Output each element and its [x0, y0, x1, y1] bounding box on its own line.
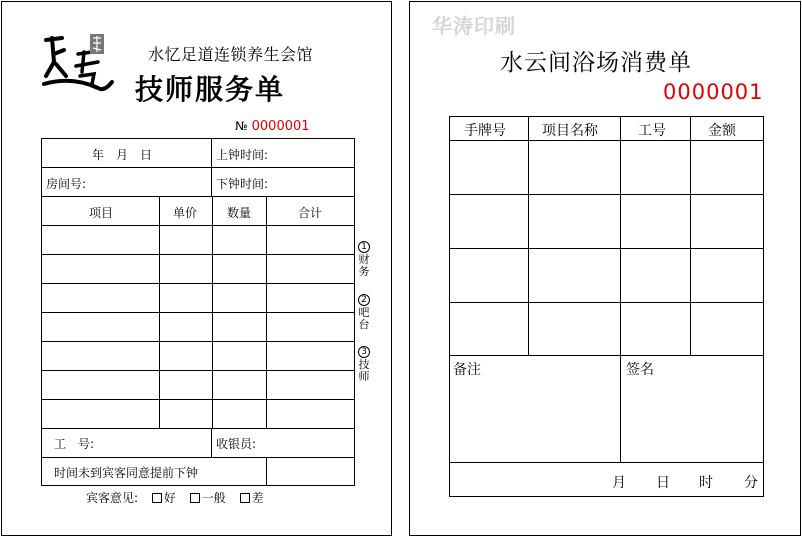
opinion-option-good: 好 — [163, 491, 176, 505]
serial-value: 0000001 — [251, 119, 310, 134]
form-title: 技师服务单 — [135, 73, 286, 106]
guest-opinion — [86, 489, 264, 506]
footer-minute: 分 — [744, 475, 758, 491]
copy-number: 2 — [358, 294, 370, 306]
early-finish-note: 时间未到宾客同意提前下钟 — [54, 466, 199, 480]
clock-in-label: 上钟时间: — [216, 148, 269, 162]
copy-name: 财务 — [358, 253, 370, 278]
col-header-price: 单价 — [173, 206, 198, 220]
col-header-item-name: 项目名称 — [542, 123, 598, 139]
room-label: 房间号: — [46, 177, 87, 191]
serial-number — [235, 119, 310, 134]
service-table — [41, 138, 355, 486]
company-name: 水忆足道连锁养生会馆 — [148, 45, 314, 64]
opinion-checkbox-good[interactable] — [152, 493, 162, 503]
consumption-table — [449, 116, 764, 497]
opinion-checkbox-poor[interactable] — [240, 493, 250, 503]
zudao-calligraphy-logo — [42, 32, 114, 96]
clock-out-label: 下钟时间: — [216, 177, 269, 191]
technician-service-form — [1, 1, 392, 536]
col-header-wristband-no: 手牌号 — [464, 123, 506, 139]
footer-day: 日 — [656, 475, 670, 491]
copy-label-technician — [357, 345, 371, 383]
col-header-amount: 金额 — [708, 123, 736, 139]
col-header-quantity: 数量 — [227, 206, 252, 220]
serial-number: 0000001 — [663, 80, 764, 104]
col-header-staff-no: 工号 — [638, 123, 666, 139]
tech-no-label: 工 号: — [54, 437, 95, 451]
opinion-option-poor: 差 — [251, 491, 264, 505]
opinion-label: 宾客意见: — [86, 491, 139, 505]
copy-name: 技师 — [358, 358, 370, 383]
cashier-label: 收银员: — [216, 437, 257, 451]
footer-month: 月 — [612, 475, 626, 491]
signature-label: 签名 — [626, 362, 654, 378]
opinion-checkbox-average[interactable] — [190, 493, 200, 503]
bath-consumption-form — [409, 1, 801, 536]
copy-name: 吧台 — [358, 306, 370, 331]
remarks-label: 备注 — [453, 362, 481, 378]
copy-label-bar — [357, 293, 371, 331]
opinion-option-average: 一般 — [201, 491, 226, 505]
date-label: 年 月 日 — [92, 148, 153, 162]
serial-mark: № — [235, 119, 248, 133]
footer-hour: 时 — [699, 475, 713, 491]
form-title: 水云间浴场消费单 — [500, 50, 692, 76]
col-header-item: 项目 — [89, 206, 114, 220]
printer-watermark: 华涛印刷 — [432, 14, 516, 38]
copy-number: 1 — [358, 241, 370, 253]
col-header-total: 合计 — [298, 206, 323, 220]
copy-number: 3 — [358, 346, 370, 358]
copy-label-finance — [357, 240, 371, 278]
